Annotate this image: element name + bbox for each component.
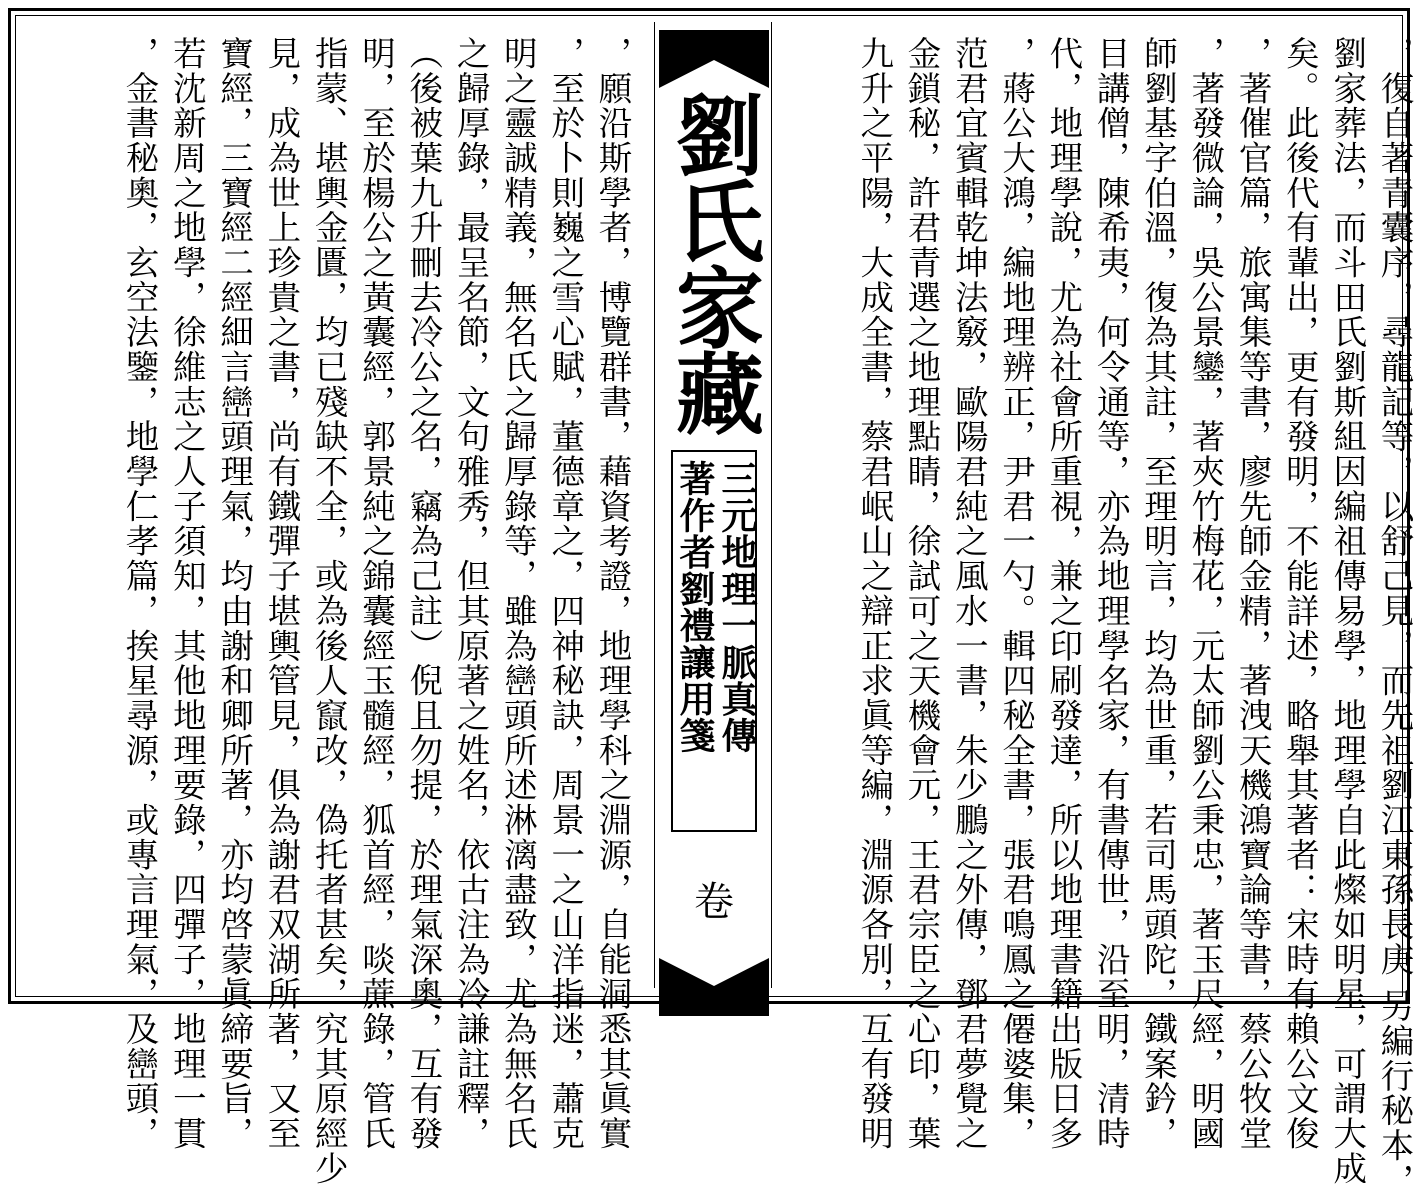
left-text-block [40,36,636,1186]
text-column: 明之靈誠精義，無名氏之歸厚錄等，雖為巒頭所述淋漓盡致，尤為無名氏 [498,36,538,1151]
text-column: 明，至於楊公之黃囊經，郭景純之錦囊經玉髓經，狐首經，啖蔗錄，管氏 [356,36,396,1151]
chevron-ornament-top-icon [655,30,773,92]
text-column: （後被葉九升刪去冷公之名，竊為己註）倪且勿提，於理氣深奧，互有發 [403,36,443,1151]
text-column: ，蔣公大鴻，編地理辨正，尹君一勺。輯四秘全書，張君鳴鳳之僊婆集， [996,36,1036,1151]
text-column: ，至於卜則巍之雪心賦，董德章之，四神秘訣，周景一之山洋指迷，蕭克 [545,36,585,1151]
text-column: 范君宜賓輯乾坤法竅，歐陽君純之風水一書，朱少鵬之外傳，鄧君夢覺之 [949,36,989,1151]
volume-label: 卷 [694,879,734,925]
text-column: 若沈新周之地學，徐維志之人子須知，其他地理要錄，四彈子，地理一貫 [167,36,207,1151]
text-column: ，著發微論，吳公景鑾，著夾竹梅花，元太師劉公秉忠，著玉尺經，明國 [1185,36,1225,1151]
text-column: 指蒙、堪輿金匱，均已殘缺不全，或為後人竄改，偽托者甚矣，究其原經少 [309,36,349,1186]
author-line: 著作者劉禮讓用箋 [674,460,716,754]
text-column: ，著催官篇，旅寓集等書，廖先師金精，著洩天機鴻寶論等書，蔡公牧堂 [1233,36,1273,1151]
text-column: 之歸厚錄，最呈名節，文句雅秀，但其原著之姓名，依古注為冷謙註釋， [451,36,491,1151]
text-column: 寶經，三寶經二經細言巒頭理氣，均由謝和卿所著，亦均啓蒙眞締要旨， [214,36,254,1151]
text-column: 劉家葬法，而斗田氏劉斯組因編祖傳易學，地理學自此燦如明星，可謂大成 [1327,36,1367,1186]
text-column: ，願沿斯學者，博覽群書，藉資考證，地理學科之淵源，自能洞悉其眞實 [593,36,632,1151]
text-column: 矣。此後代有輩出，更有發明，不能詳述，略舉其著者：宋時有賴公文俊 [1280,36,1320,1151]
text-column: 師劉基字伯溫，復為其註，至理明言，均為世重，若司馬頭陀，鐵案鈐， [1138,36,1178,1151]
subtitle-line: 三元地理一脈真傳 [716,460,758,754]
text-column: ，金書秘奧，玄空法鑒，地學仁孝篇，挨星尋源，或專言理氣，及巒頭， [120,36,160,1151]
title-panel [654,22,772,988]
book-title: 劉氏家藏 [662,90,766,435]
chevron-ornament-bottom-icon [655,954,773,1016]
text-column: 代，地理學說，尤為社會所重視，兼之印刷發達，所以地理書籍出版日多 [1043,36,1083,1151]
text-column: 目講僧，陳希夷，何令通等，亦為地理學名家，有書傳世，沿至明，清時 [1091,36,1131,1151]
text-column: 九升之平陽，大成全書，蔡君岷山之辯正求眞等編，淵源各別，互有發明 [854,36,894,1151]
subtitle-box [671,450,757,832]
text-column: 金鎖秘，許君青選之地理點睛，徐試可之天機會元，王君宗臣之心印，葉 [902,36,942,1151]
text-column: 見，成為世上珍貴之書，尚有鐵彈子堪輿管見，俱為謝君双湖所著，又至 [261,36,301,1151]
text-column: ，復自著青囊序，尋龍記等，以舒己見，而先祖劉江東孫長庚 另編行秘本， [1375,36,1414,1198]
right-text-block [790,36,1418,1198]
